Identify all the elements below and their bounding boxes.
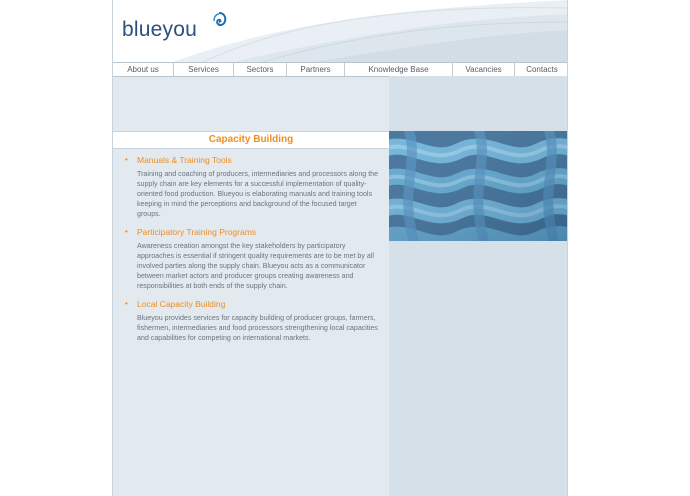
wave-logo-icon (210, 11, 228, 29)
bullet-icon: • (125, 299, 128, 308)
bullet-icon: • (125, 227, 128, 236)
page-container (112, 0, 568, 496)
section-participatory (124, 227, 379, 291)
section-heading[interactable]: Local Capacity Building (137, 299, 226, 309)
section-body: Training and coaching of producers, intermediaries and processors along the supply chain are key elements for a successful implementation of quality-oriented food production. Blueyou is elaborating manuals and training tools keeping in mind the perceptions and background of the focused target groups. (137, 170, 379, 218)
section-body: Blueyou provides services for capacity building of producer groups, farmers, fishermen, intermediaries and food processors strengthening local capacities and capabilities for competing on international markets. (137, 314, 378, 342)
nav-partners[interactable]: Partners (287, 63, 345, 76)
section-heading[interactable]: Participatory Training Programs (137, 227, 257, 237)
section-local-capacity (124, 299, 379, 343)
nav-about-us[interactable]: About us (113, 63, 174, 76)
nav-services[interactable]: Services (174, 63, 234, 76)
section-body: Awareness creation amongst the key stakeholders by participatory approaches is essential if stringent quality requirements are to be met by all involved parties along the supply chain. Blueyou acts as a communicator between market actors and producer groups creating awareness and responsibilities at both ends of the supply chain. (137, 242, 374, 290)
nav-sectors[interactable]: Sectors (234, 63, 287, 76)
rope-image (389, 131, 568, 241)
nav-vacancies[interactable]: Vacancies (453, 63, 515, 76)
section-heading[interactable]: Manuals & Training Tools (137, 155, 232, 165)
page-title: Capacity Building (113, 131, 389, 149)
main-content (124, 155, 379, 351)
logo-text[interactable]: blueyou (122, 18, 197, 41)
header (113, 0, 568, 62)
nav-contacts[interactable]: Contacts (526, 65, 558, 74)
main-nav (113, 62, 568, 77)
nav-knowledge-base[interactable]: Knowledge Base (345, 63, 453, 76)
bullet-icon: • (125, 155, 128, 164)
section-manuals (124, 155, 379, 219)
rope-photo (389, 131, 568, 241)
